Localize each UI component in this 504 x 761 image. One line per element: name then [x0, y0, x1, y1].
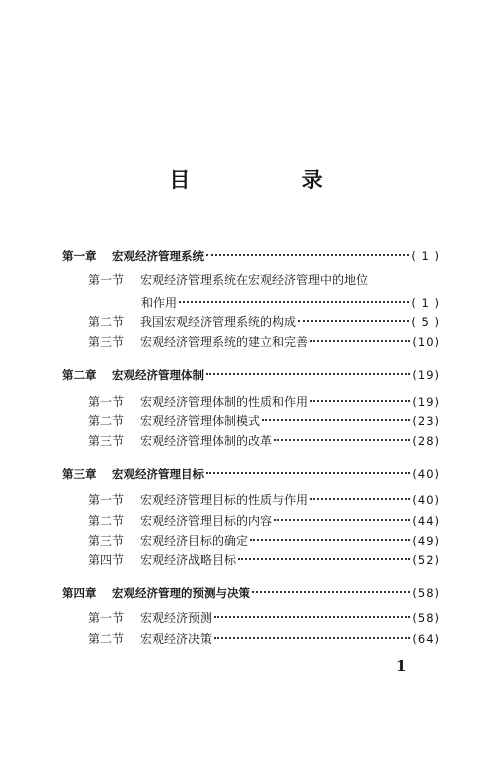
toc-section-2-2[interactable] [88, 409, 440, 429]
page-number: (19) [412, 368, 440, 382]
section-title: 我国宏观经济管理系统的构成 [140, 315, 297, 329]
page-number: (40) [412, 467, 440, 481]
toc-section-3-2[interactable] [88, 509, 440, 529]
page-number: ( 5 ) [411, 315, 440, 329]
page-number: (52) [412, 553, 440, 567]
chapter-title: 宏观经济管理的预测与决策 [112, 586, 250, 600]
chapter-label: 第三章 [62, 467, 97, 481]
section-label: 第一节 [88, 493, 125, 507]
section-label: 第四节 [88, 553, 125, 567]
page-number: (64) [412, 632, 440, 646]
page-number: (44) [412, 514, 440, 528]
section-title: 宏观经济管理目标的性质与作用 [140, 493, 309, 507]
section-label: 第三节 [88, 534, 125, 548]
toc-section-1-3[interactable] [88, 330, 440, 350]
chapter-label: 第二章 [62, 368, 97, 382]
toc-section-4-2[interactable] [88, 627, 440, 647]
section-label: 第二节 [88, 414, 125, 428]
toc-section-2-1[interactable] [88, 390, 440, 410]
page-number: (40) [412, 493, 440, 507]
page-number: (28) [412, 434, 440, 448]
section-title: 宏观经济战略目标 [140, 553, 237, 567]
section-title-continued: 和作用 [141, 296, 178, 310]
chapter-title: 宏观经济管理目标 [112, 467, 204, 481]
toc-section-1-1-continued[interactable] [141, 291, 440, 311]
page-number: (58) [412, 611, 440, 625]
section-title: 宏观经济管理目标的内容 [140, 514, 273, 528]
toc-chapter-4[interactable] [62, 581, 440, 601]
dot-leader [214, 606, 410, 622]
page-number: (58) [412, 586, 440, 600]
section-label: 第二节 [88, 514, 125, 528]
toc-chapter-3[interactable] [62, 462, 440, 482]
toc-section-3-4[interactable] [88, 548, 440, 568]
chapter-title: 宏观经济管理系统 [112, 249, 204, 263]
section-title: 宏观经济预测 [140, 611, 213, 625]
section-title: 宏观经济管理系统的建立和完善 [140, 335, 309, 349]
toc-section-1-2[interactable] [88, 310, 440, 330]
dot-leader [310, 488, 410, 504]
dot-leader [262, 409, 410, 425]
section-label: 第一节 [88, 273, 125, 287]
page-number: (49) [412, 534, 440, 548]
page-number: (19) [412, 395, 440, 409]
dot-leader [250, 529, 410, 545]
toc-section-1-1[interactable] [88, 272, 440, 288]
dot-leader [310, 330, 410, 346]
page-number: ( 1 ) [411, 296, 440, 310]
section-label: 第二节 [88, 632, 125, 646]
dot-leader [206, 244, 409, 260]
dot-leader [298, 310, 409, 326]
toc-chapter-2[interactable] [62, 363, 440, 383]
section-title: 宏观经济管理系统在宏观经济管理中的地位 [140, 273, 369, 287]
toc-section-3-3[interactable] [88, 529, 440, 549]
dot-leader [252, 581, 410, 597]
section-title: 宏观经济决策 [140, 632, 213, 646]
section-title: 宏观经济目标的确定 [140, 534, 249, 548]
chapter-title: 宏观经济管理体制 [112, 368, 204, 382]
page-title: 目 录 [169, 167, 375, 192]
dot-leader [206, 363, 410, 379]
section-label: 第二节 [88, 315, 125, 329]
page-number: (23) [412, 414, 440, 428]
toc-section-2-3[interactable] [88, 429, 440, 449]
dot-leader [214, 627, 410, 643]
dot-leader [179, 291, 409, 307]
section-title: 宏观经济管理体制的性质和作用 [140, 395, 309, 409]
page-number: ( 1 ) [411, 249, 440, 263]
dot-leader [274, 429, 410, 445]
dot-leader [274, 509, 410, 525]
chapter-label: 第四章 [62, 586, 97, 600]
dot-leader [206, 462, 410, 478]
dot-leader [238, 548, 410, 564]
section-label: 第一节 [88, 395, 125, 409]
toc-section-3-1[interactable] [88, 488, 440, 508]
page-folio-number: 1 [396, 657, 407, 675]
section-label: 第三节 [88, 335, 125, 349]
section-title: 宏观经济管理体制的改革 [140, 434, 273, 448]
section-title: 宏观经济管理体制模式 [140, 414, 261, 428]
page-number: (10) [412, 335, 440, 349]
dot-leader [310, 390, 410, 406]
toc-chapter-1[interactable] [62, 244, 440, 264]
section-label: 第一节 [88, 611, 125, 625]
section-label: 第三节 [88, 434, 125, 448]
chapter-label: 第一章 [62, 249, 97, 263]
toc-section-4-1[interactable] [88, 606, 440, 626]
